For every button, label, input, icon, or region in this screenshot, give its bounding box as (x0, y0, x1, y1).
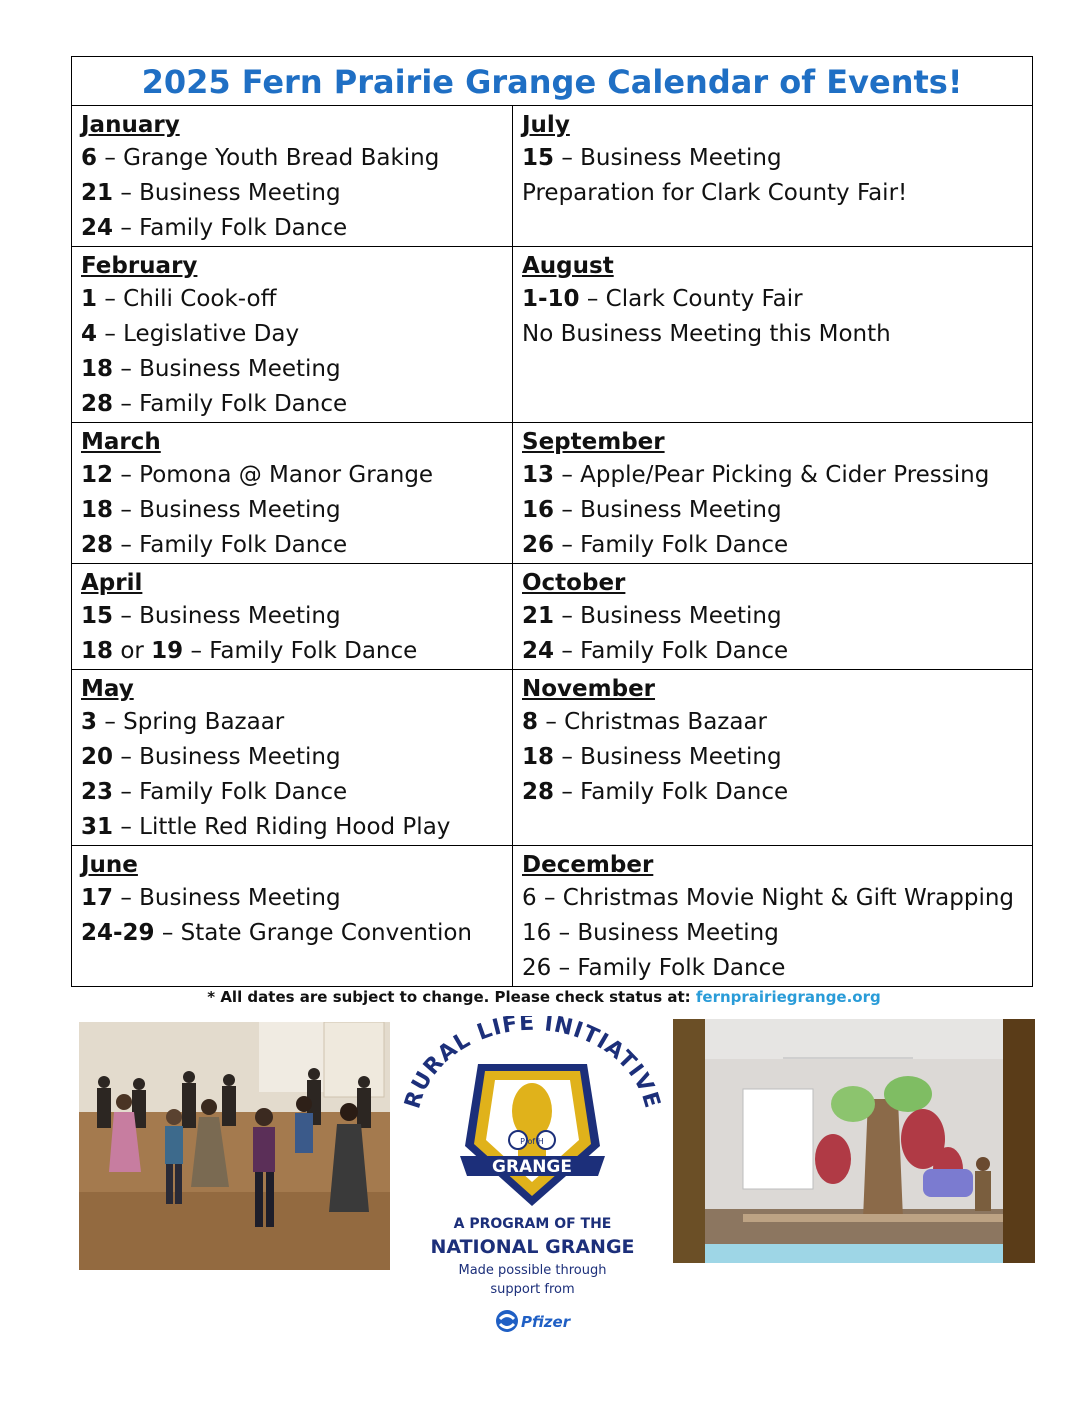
disclaimer-text: * All dates are subject to change. Please check status at: (207, 988, 696, 1006)
month-heading: March (81, 429, 161, 455)
event-text: – Business Meeting (554, 603, 782, 629)
event-text: – Business Meeting (554, 497, 782, 523)
event-line (81, 916, 512, 951)
month-cell (72, 670, 513, 845)
month-cell (72, 106, 513, 246)
event-line (522, 634, 1032, 669)
event-date: 19 (151, 638, 184, 664)
event-text: – Business Meeting (554, 744, 782, 770)
calendar-row (72, 106, 1032, 247)
event-line (81, 775, 512, 810)
event-date: 24 (522, 638, 555, 664)
event-text: – Family Folk Dance (113, 532, 348, 558)
event-date: 1-10 (522, 286, 580, 312)
event-text: or (113, 638, 152, 664)
event-text: – Chili Cook-off (97, 286, 277, 312)
month-cell (513, 247, 1032, 422)
month-cell (513, 106, 1032, 246)
rural-life-initiative-logo (400, 1016, 665, 1346)
event-line (522, 916, 1032, 951)
event-text: – Christmas Bazaar (538, 709, 768, 735)
event-date: 31 (81, 814, 114, 840)
month-cell (72, 564, 513, 669)
event-text: – Family Folk Dance (554, 779, 789, 805)
disclaimer-note (0, 988, 1088, 1006)
folk-dance-photo (79, 1022, 390, 1270)
event-text: Preparation for Clark County Fair! (522, 180, 908, 206)
event-text: – Spring Bazaar (97, 709, 285, 735)
event-date: 4 (81, 321, 98, 347)
event-line (81, 493, 512, 528)
month-cell (72, 846, 513, 986)
event-line (522, 176, 1032, 211)
event-text: – Apple/Pear Picking & Cider Pressing (554, 462, 990, 488)
month-cell (513, 846, 1032, 986)
event-date: 26 (522, 532, 555, 558)
month-cell (513, 423, 1032, 563)
event-text: – Family Folk Dance (554, 638, 789, 664)
event-line (81, 387, 512, 422)
calendar-row (72, 670, 1032, 846)
event-date: 15 (81, 603, 114, 629)
calendar-row (72, 423, 1032, 564)
event-text: – Business Meeting (113, 744, 341, 770)
event-line (522, 599, 1032, 634)
event-line (81, 528, 512, 563)
month-heading: February (81, 253, 198, 279)
event-text: – Family Folk Dance (113, 215, 348, 241)
event-text: – Family Folk Dance (113, 391, 348, 417)
event-text: – Grange Youth Bread Baking (97, 145, 440, 171)
event-date: 18 (81, 356, 114, 382)
event-text: – State Grange Convention (154, 920, 472, 946)
event-date: 21 (522, 603, 555, 629)
logo-badge-text: P of H (520, 1137, 544, 1146)
event-line (81, 458, 512, 493)
event-line (522, 740, 1032, 775)
month-heading: August (522, 253, 614, 279)
event-date: 13 (522, 462, 555, 488)
calendar-rows (72, 106, 1032, 986)
event-text: – Business Meeting (113, 603, 341, 629)
event-date: 6 (81, 145, 98, 171)
event-line (81, 634, 512, 669)
event-text: – Family Folk Dance (113, 779, 348, 805)
event-date: 18 (81, 638, 114, 664)
event-date: 16 (522, 497, 555, 523)
month-cell (513, 670, 1032, 845)
logo-program-line1: A PROGRAM OF THE (453, 1216, 612, 1232)
event-line (81, 317, 512, 352)
event-date: 15 (522, 145, 555, 171)
month-heading: September (522, 429, 665, 455)
event-date: 21 (81, 180, 114, 206)
event-date: 18 (81, 497, 114, 523)
event-text: No Business Meeting this Month (522, 321, 891, 347)
event-line (522, 528, 1032, 563)
event-line (81, 599, 512, 634)
month-heading: October (522, 570, 626, 596)
calendar-row (72, 247, 1032, 423)
event-text: – Legislative Day (97, 321, 300, 347)
event-line (81, 141, 512, 176)
event-line (522, 317, 1032, 352)
month-heading: December (522, 852, 654, 878)
event-text: – Pomona @ Manor Grange (113, 462, 434, 488)
month-cell (72, 247, 513, 422)
month-cell (513, 564, 1032, 669)
event-line (81, 352, 512, 387)
event-date: 18 (522, 744, 555, 770)
event-text: 26 – Family Folk Dance (522, 955, 786, 981)
event-date: 28 (81, 532, 114, 558)
event-date: 1 (81, 286, 98, 312)
event-line (522, 458, 1032, 493)
event-date: 24 (81, 215, 114, 241)
event-line (522, 881, 1032, 916)
event-line (522, 282, 1032, 317)
folk-dance-photo-art (79, 1022, 390, 1270)
month-heading: November (522, 676, 656, 702)
event-text: – Business Meeting (113, 180, 341, 206)
page-title: 2025 Fern Prairie Grange Calendar of Events! (72, 57, 1032, 106)
event-date: 28 (522, 779, 555, 805)
event-date: 20 (81, 744, 114, 770)
event-line (81, 810, 512, 845)
event-text: – Family Folk Dance (554, 532, 789, 558)
month-heading: April (81, 570, 143, 596)
calendar-table (71, 56, 1033, 987)
event-line (81, 740, 512, 775)
grange-emblem-icon (400, 1016, 665, 1216)
event-line (522, 775, 1032, 810)
event-line (522, 141, 1032, 176)
event-text: – Business Meeting (113, 885, 341, 911)
event-date: 12 (81, 462, 114, 488)
event-text: – Business Meeting (554, 145, 782, 171)
event-line (81, 705, 512, 740)
event-text: – Business Meeting (113, 356, 341, 382)
calendar-row (72, 846, 1032, 986)
logo-made-line1: Made possible through (458, 1263, 607, 1278)
pfizer-logo-icon (495, 1306, 575, 1336)
event-text: – Clark County Fair (579, 286, 803, 312)
month-heading: June (81, 852, 138, 878)
event-date: 3 (81, 709, 98, 735)
month-cell (72, 423, 513, 563)
logo-program-line2: NATIONAL GRANGE (430, 1236, 635, 1258)
event-text: 6 – Christmas Movie Night & Gift Wrapping (522, 885, 1015, 911)
event-date: 23 (81, 779, 114, 805)
event-text: – Little Red Riding Hood Play (113, 814, 451, 840)
event-line (81, 176, 512, 211)
event-text: – Family Folk Dance (183, 638, 418, 664)
event-date: 17 (81, 885, 114, 911)
event-line (81, 282, 512, 317)
website-link[interactable]: fernprairiegrange.org (695, 988, 881, 1006)
event-text: – Business Meeting (113, 497, 341, 523)
stage-play-photo (673, 1019, 1035, 1263)
calendar-row (72, 564, 1032, 670)
month-heading: January (81, 112, 180, 138)
month-heading: May (81, 676, 134, 702)
month-heading: July (522, 112, 570, 138)
event-line (522, 493, 1032, 528)
event-line (522, 951, 1032, 986)
event-date: 24-29 (81, 920, 155, 946)
event-line (81, 211, 512, 246)
event-date: 28 (81, 391, 114, 417)
logo-banner-text: GRANGE (492, 1157, 572, 1177)
logo-arc-text: RURAL LIFE INITIATIVE (400, 1016, 665, 1112)
event-line (81, 881, 512, 916)
logo-made-line2: support from (490, 1282, 575, 1297)
stage-play-photo-art (673, 1019, 1035, 1263)
event-text: 16 – Business Meeting (522, 920, 779, 946)
pfizer-text: Pfizer (521, 1313, 571, 1331)
event-line (522, 705, 1032, 740)
event-date: 8 (522, 709, 539, 735)
